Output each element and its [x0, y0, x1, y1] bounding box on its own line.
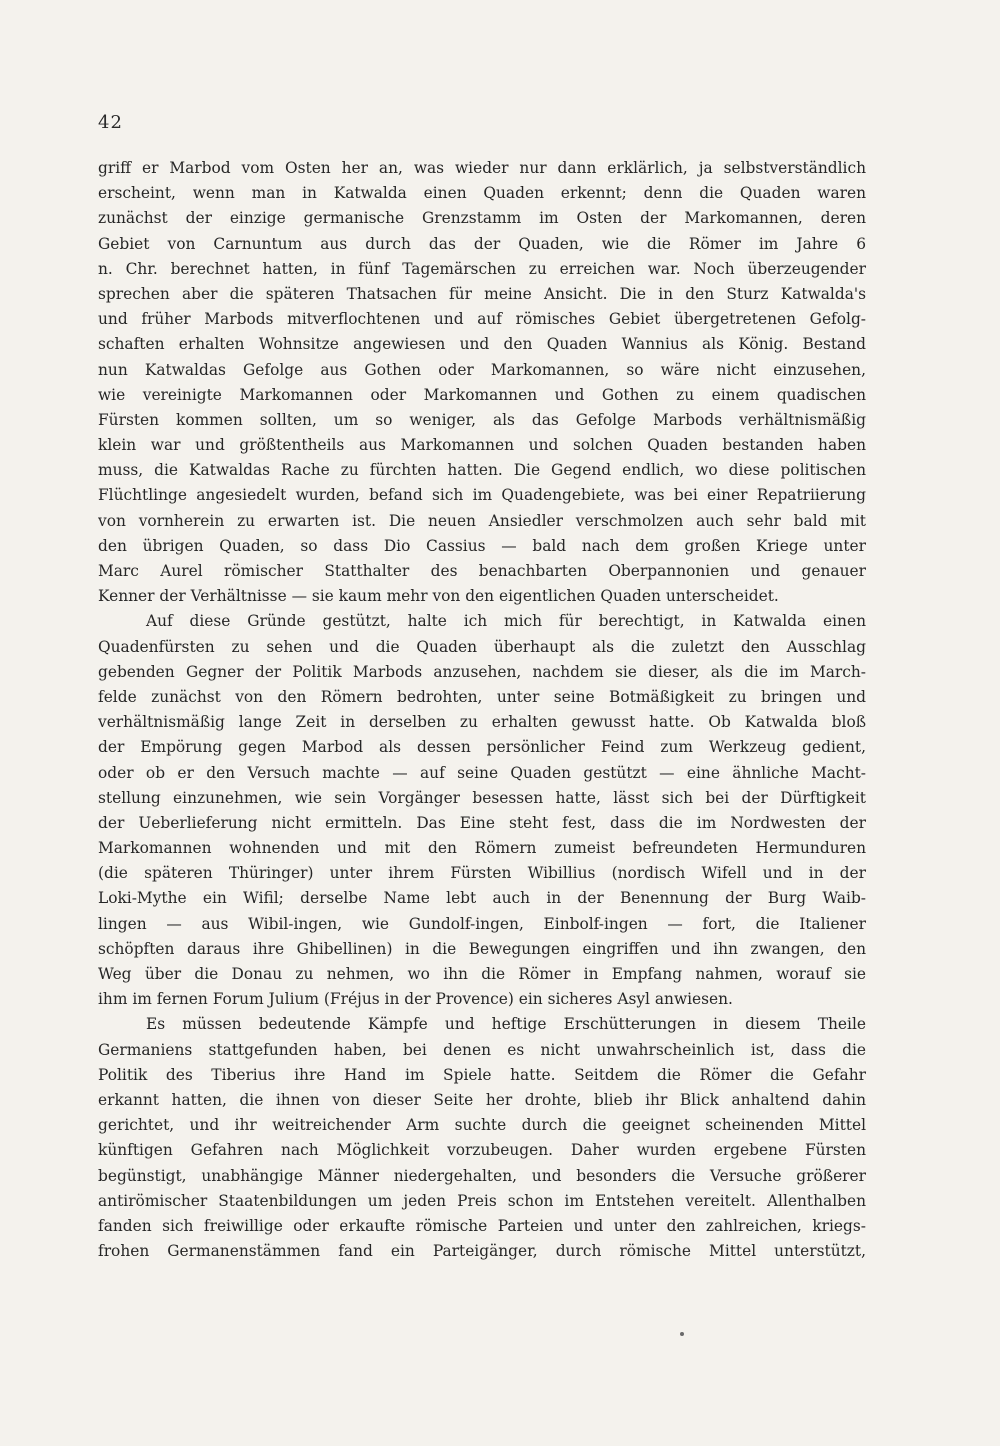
text-line: und früher Marbods mitverflochtenen und auf römisches Gebiet übergetretenen Gefolg- — [98, 310, 866, 329]
text-line: lingen — aus Wibil-ingen, wie Gundolf-ingen, Einbolf-ingen — fort, die Italiener — [98, 914, 866, 933]
text-line: stellung einzunehmen, wie sein Vorgänger besessen hatte, lässt sich bei der Dürftigkeit — [98, 788, 866, 807]
text-line: den übrigen Quaden, so dass Dio Cassius — bald nach dem großen Kriege unter — [98, 536, 866, 555]
text-line: Marc Aurel römischer Statthalter des benachbarten Oberpannonien und genauer — [98, 562, 866, 580]
text-line: Kenner der Verhältnisse — sie kaum mehr von den eigentlichen Quaden unterscheidet. — [98, 587, 779, 606]
text-line: n. Chr. berechnet hatten, in fünf Tagemärschen zu erreichen war. Noch überzeugender — [98, 259, 866, 278]
text-line: frohen Germanenstämmen fand ein Parteigänger, durch römische Mittel unterstützt, — [98, 1242, 866, 1261]
text-line: der Empörung gegen Marbod als dessen persönlicher Feind zum Werkzeug gedient, — [98, 738, 866, 757]
text-line: Germaniens stattgefunden haben, bei denen es nicht unwahrscheinlich ist, dass die — [98, 1040, 866, 1059]
text-line: Es müssen bedeutende Kämpfe und heftige Erschütterungen in diesem Theile — [146, 1015, 866, 1034]
text-line: Loki-Mythe ein Wifil; derselbe Name lebt auch in der Benennung der Burg Waib- — [98, 889, 866, 908]
text-line: Fürsten kommen sollten, um so weniger, als das Gefolge Marbods verhältnismäßig — [98, 410, 866, 429]
text-line: verhältnismäßig lange Zeit in derselben zu erhalten gewusst hatte. Ob Katwalda bloß — [98, 713, 866, 732]
text-line: der Ueberlieferung nicht ermitteln. Das Eine steht fest, dass die im Nordwesten der — [98, 813, 866, 832]
text-line: Politik des Tiberius ihre Hand im Spiele hatte. Seitdem die Römer die Gefahr — [98, 1065, 866, 1084]
text-line: schöpften daraus ihre Ghibellinen) in die Bewegungen eingriffen und ihn zwangen, den — [98, 939, 866, 958]
text-line: von vornherein zu erwarten ist. Die neuen Ansiedler verschmolzen auch sehr bald mit — [98, 511, 866, 530]
print-speck — [680, 1332, 684, 1336]
text-line: Auf diese Gründe gestützt, halte ich mich für berechtigt, in Katwalda einen — [146, 612, 866, 631]
text-line: fanden sich freiwillige oder erkaufte römische Parteien und unter den zahlreichen, kriegs- — [98, 1216, 866, 1235]
text-line: künftigen Gefahren nach Möglichkeit vorzubeugen. Daher wurden ergebene Fürsten — [98, 1141, 866, 1160]
text-line: sprechen aber die späteren Thatsachen für meine Ansicht. Die in den Sturz Katwalda's — [98, 284, 866, 303]
text-line: Quadenfürsten zu sehen und die Quaden überhaupt als die zuletzt den Ausschlag — [98, 637, 866, 656]
text-line: Gebiet von Carnuntum aus durch das der Quaden, wie die Römer im Jahre 6 — [98, 234, 866, 253]
body-text — [98, 156, 866, 1264]
text-line: felde zunächst von den Römern bedrohten, unter seine Botmäßigkeit zu bringen und — [98, 687, 866, 706]
text-line: ihm im fernen Forum Julium (Fréjus in der Provence) ein sicheres Asyl anwiesen. — [98, 990, 733, 1009]
text-line: oder ob er den Versuch machte — auf seine Quaden gestützt — eine ähnliche Macht- — [98, 763, 866, 782]
text-line: (die späteren Thüringer) unter ihrem Fürsten Wibillius (nordisch Wifell und in der — [98, 864, 866, 883]
text-line: zunächst der einzige germanische Grenzstamm im Osten der Markomannen, deren — [98, 209, 866, 228]
text-line: gebenden Gegner der Politik Marbods anzusehen, nachdem sie dieser, als die im March- — [98, 662, 866, 681]
text-line: Weg über die Donau zu nehmen, wo ihn die Römer in Empfang nahmen, worauf sie — [98, 965, 866, 983]
text-line: Flüchtlinge angesiedelt wurden, befand sich im Quadengebiete, was bei einer Repatriierung — [98, 486, 866, 505]
text-line: klein war und größtentheils aus Markomannen und solchen Quaden bestanden haben — [98, 436, 866, 455]
text-line: Markomannen wohnenden und mit den Römern zumeist befreundeten Hermunduren — [98, 839, 866, 858]
text-line: begünstigt, unabhängige Männer niedergehalten, und besonders die Versuche größerer — [98, 1166, 866, 1185]
text-line: gerichtet, und ihr weitreichender Arm suchte durch die geeignet scheinenden Mittel — [98, 1116, 866, 1135]
page-number: 42 — [98, 112, 123, 133]
text-line: wie vereinigte Markomannen oder Markomannen und Gothen zu einem quadischen — [98, 385, 866, 404]
text-line: muss, die Katwaldas Rache zu fürchten hatten. Die Gegend endlich, wo diese politischen — [98, 461, 866, 480]
text-line: erkannt hatten, die ihnen von dieser Seite her drohte, blieb ihr Blick anhaltend dahin — [98, 1090, 866, 1109]
text-line: nun Katwaldas Gefolge aus Gothen oder Markomannen, so wäre nicht einzusehen, — [98, 360, 866, 379]
text-line: schaften erhalten Wohnsitze angewiesen und den Quaden Wannius als König. Bestand — [98, 335, 866, 354]
text-line: griff er Marbod vom Osten her an, was wieder nur dann erklärlich, ja selbstverständlich — [98, 159, 866, 177]
text-line: erscheint, wenn man in Katwalda einen Quaden erkennt; denn die Quaden waren — [98, 184, 866, 203]
text-line: antirömischer Staatenbildungen um jeden Preis schon im Entstehen vereitelt. Allenthalben — [98, 1191, 866, 1210]
